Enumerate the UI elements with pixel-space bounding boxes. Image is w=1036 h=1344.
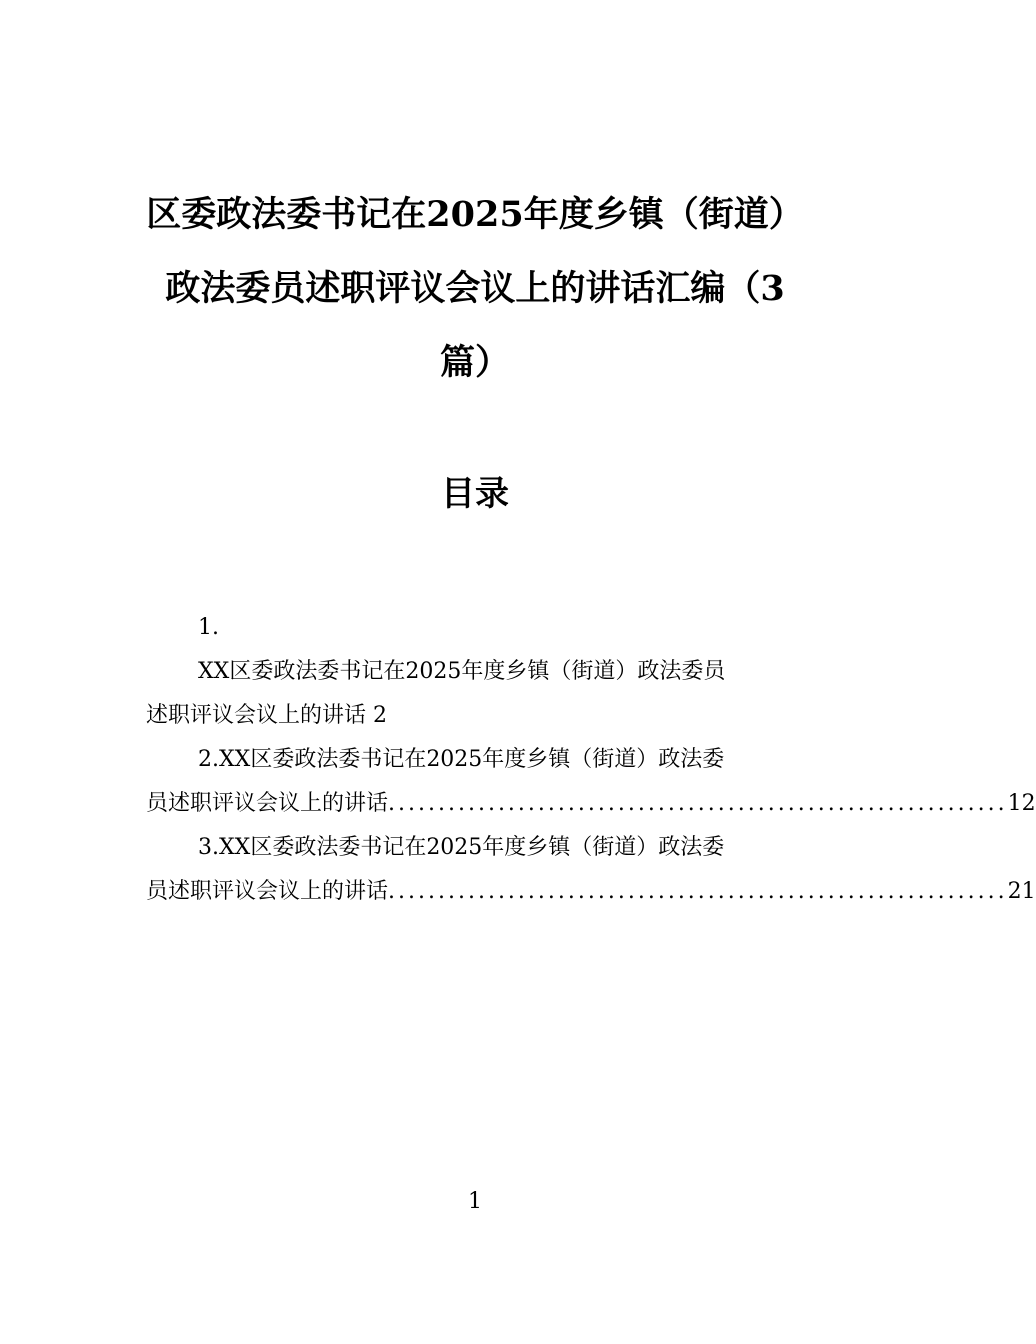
toc-entry-3-text: 员述职评议会议上的讲话	[146, 879, 389, 904]
toc-entry-2-line-2[interactable]	[146, 782, 1036, 826]
table-of-contents	[146, 606, 1036, 914]
toc-entry-1-line-2[interactable]: 述职评议会议上的讲话 2	[146, 703, 387, 728]
toc-entry-2-text: 员述职评议会议上的讲话	[146, 791, 389, 816]
toc-entry-1-line-1[interactable]: XX区委政法委书记在2025年度乡镇（街道）政法委员	[198, 659, 726, 684]
toc-entry-2-leader: ..............................................................	[388, 791, 1008, 816]
toc-entry-3-line-2[interactable]	[146, 870, 1036, 914]
toc-heading: 目录	[441, 474, 509, 514]
title-line-1: 区委政法委书记在2025年度乡镇（街道）	[146, 194, 804, 235]
toc-entry-2-line-1[interactable]: 2.XX区委政法委书记在2025年度乡镇（街道）政法委	[198, 747, 725, 772]
title-line-3: 篇）	[439, 342, 510, 383]
page-number: 1	[468, 1189, 482, 1214]
document-title	[110, 178, 840, 400]
toc-entry-3-line-1[interactable]: 3.XX区委政法委书记在2025年度乡镇（街道）政法委	[198, 835, 725, 860]
toc-entry-1-number[interactable]: 1.	[198, 615, 219, 640]
toc-entry-2-page: 12	[1007, 791, 1036, 816]
toc-entry-3-page: 21	[1007, 879, 1036, 904]
toc-entry-3-leader: ..............................................................	[388, 879, 1008, 904]
title-line-2: 政法委员述职评议会议上的讲话汇编（3	[165, 268, 785, 309]
